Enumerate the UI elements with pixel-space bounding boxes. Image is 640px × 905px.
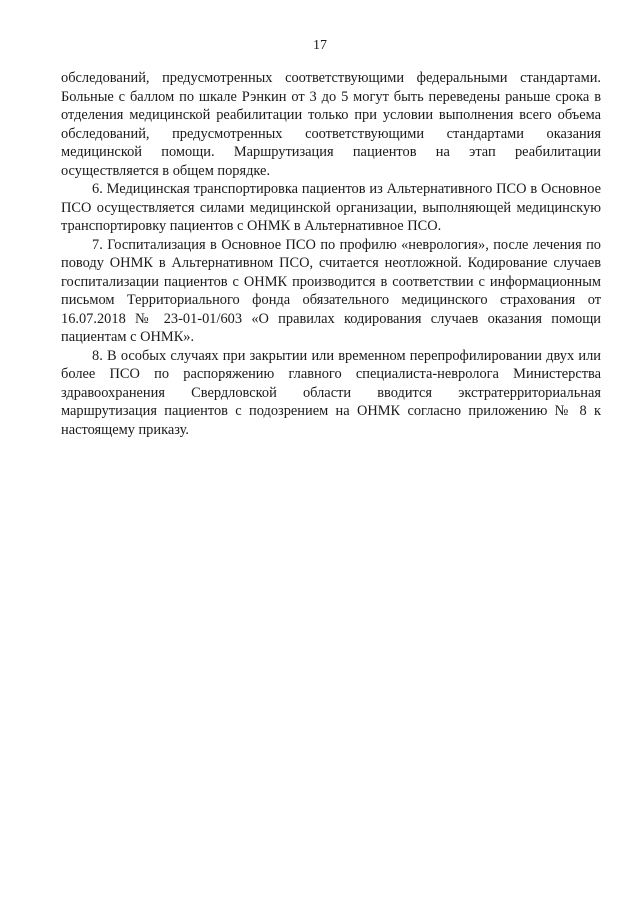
paragraph-item-7: 7. Госпитализация в Основное ПСО по профилю «неврология», после лечения по поводу ОНМК в Альтернативном ПСО, считается неотложной. Кодирование случаев госпитализации пациентов с ОНМК производится в соответствии с информационным письмом Территориального фонда обязательного медицинского страхования от 16.07.2018 № 23-01-01/603 «О правилах кодирования случаев оказания помощи пациентам с ОНМК». [61,236,601,345]
document-body [61,69,601,439]
paragraph-item-8: 8. В особых случаях при закрытии или временном перепрофилировании двух или более ПСО по распоряжению главного специалиста-невролога Министерства здравоохранения Свердловской области вводится экстратерриториальная маршрутизация пациентов с подозрением на ОНМК согласно приложению № 8 к настоящему приказу. [61,347,601,438]
paragraph-continuation: обследований, предусмотренных соответствующими федеральными стандартами. Больные с баллом по шкале Рэнкин от 3 до 5 могут быть переведены раньше срока в отделения медицинской реабилитации только при условии выполнения всего объема обследований, предусмотренных соответствующими стандартами оказания медицинской помощи. Маршрутизация пациентов на этап реабилитации осуществляется в общем порядке. [61,70,601,179]
page-number: 17 [313,38,327,53]
paragraph-item-6: 6. Медицинская транспортировка пациентов из Альтернативного ПСО в Основное ПСО осуществляется силами медицинской организации, выполняющей медицинскую транспортировку пациентов с ОНМК в Альтернативное ПСО. [61,181,601,234]
